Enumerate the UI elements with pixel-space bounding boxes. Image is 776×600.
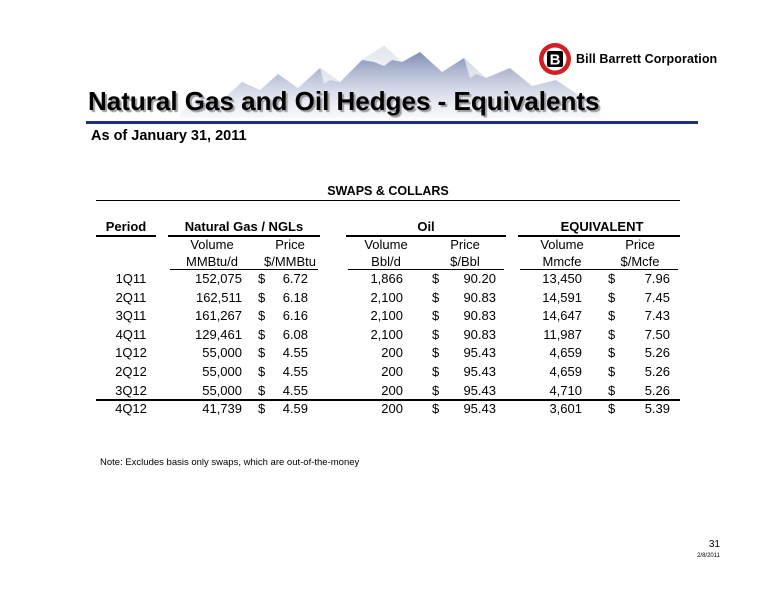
oil-volume-cell: 2,100: [370, 326, 403, 342]
period-underline: [96, 235, 156, 237]
title-rule: [86, 121, 698, 124]
oil-volume-cell: 2,100: [370, 289, 403, 305]
eq-price-cell: 5.26: [644, 345, 670, 361]
eq-price-cell: 7.96: [644, 271, 670, 286]
ng-price-unit: $/MMBtu: [263, 254, 316, 269]
eq-price-cell: 7.50: [644, 326, 670, 342]
ng-volume-header: Volume: [190, 237, 234, 252]
footnote: Note: Excludes basis only swaps, which are out-of-the-money: [100, 457, 360, 468]
oil-price-cell: 90.83: [463, 289, 496, 305]
currency-symbol: $: [258, 308, 266, 324]
ng-volume-cell: 55,000: [202, 363, 242, 379]
company-name: Bill Barrett Corporation: [576, 52, 718, 66]
currency-symbol: $: [608, 289, 616, 305]
currency-symbol: $: [608, 271, 616, 286]
ng-price-cell: 6.16: [282, 308, 308, 324]
ng-price-cell: 4.55: [282, 345, 308, 361]
footer-date: 2/8/2011: [697, 553, 720, 559]
currency-symbol: $: [432, 363, 440, 379]
ng-price-cell: 4.55: [282, 363, 308, 379]
currency-symbol: $: [432, 401, 440, 417]
currency-symbol: $: [258, 363, 266, 379]
oil-volume-cell: 1,866: [370, 271, 403, 286]
period-cell: 4Q11: [115, 326, 147, 342]
table-row: [0, 326, 776, 345]
ng-price-cell: 4.55: [282, 382, 308, 398]
eq-price-unit: $/Mcfe: [620, 254, 660, 269]
page-title: Natural Gas and Oil Hedges - Equivalents: [88, 86, 600, 116]
eq-price-cell: 5.39: [644, 401, 670, 417]
bill-barrett-logo-icon: [538, 42, 572, 76]
oil-price-cell: 95.43: [463, 345, 496, 361]
currency-symbol: $: [258, 289, 266, 305]
currency-symbol: $: [608, 308, 616, 324]
company-logo: [538, 42, 717, 76]
period-cell: 3Q12: [115, 382, 147, 398]
oil-price-cell: 90.83: [463, 308, 496, 324]
header-oil: Oil: [417, 219, 435, 234]
table-bottom-rule: [96, 399, 680, 401]
oil-price-cell: 90.20: [463, 271, 496, 286]
logo-letter: B: [549, 51, 561, 69]
table-top-rule: [96, 200, 680, 201]
currency-symbol: $: [258, 271, 266, 286]
period-cell: 4Q12: [115, 401, 147, 417]
oil-volume-cell: 200: [381, 382, 403, 398]
oil-price-cell: 90.83: [463, 326, 496, 342]
currency-symbol: $: [432, 308, 440, 324]
period-cell: 1Q12: [115, 345, 147, 361]
oil-price-header: Price: [450, 237, 480, 252]
currency-symbol: $: [608, 382, 616, 398]
oil-price-cell: 95.43: [463, 401, 496, 417]
eq-volume-unit: Mmcfe: [542, 254, 582, 269]
oil-volume-unit: Bbl/d: [371, 254, 401, 269]
eq-volume-cell: 4,710: [549, 382, 582, 398]
period-cell: 2Q12: [115, 363, 147, 379]
eq-volume-cell: 14,591: [542, 289, 582, 305]
oil-volume-cell: 200: [381, 363, 403, 379]
table-section-title: SWAPS & COLLARS: [327, 184, 449, 198]
eq-price-header: Price: [625, 237, 655, 252]
oil-price-unit: $/Bbl: [450, 254, 480, 269]
currency-symbol: $: [432, 326, 440, 342]
currency-symbol: $: [608, 345, 616, 361]
header-natural-gas: Natural Gas / NGLs: [184, 219, 304, 234]
currency-symbol: $: [258, 401, 266, 417]
ng-volume-cell: 129,461: [195, 326, 242, 342]
oil-price-cell: 95.43: [463, 363, 496, 379]
ng-volume-unit: MMBtu/d: [185, 254, 238, 269]
oil-volume-cell: 200: [381, 345, 403, 361]
page-subtitle: As of January 31, 2011: [91, 128, 247, 144]
eq-volume-cell: 13,450: [542, 271, 582, 286]
eq-volume-header: Volume: [540, 237, 584, 252]
table-body: [0, 270, 776, 419]
page-number: 31: [708, 539, 720, 550]
table-row: [0, 382, 776, 401]
period-cell: 1Q11: [115, 271, 147, 286]
currency-symbol: $: [432, 289, 440, 305]
ng-volume-cell: 162,511: [195, 289, 242, 305]
oil-volume-cell: 2,100: [370, 308, 403, 324]
eq-volume-cell: 3,601: [549, 401, 582, 417]
currency-symbol: $: [432, 345, 440, 361]
header-period: Period: [105, 219, 147, 234]
eq-price-cell: 7.45: [644, 289, 670, 305]
table-row: [0, 289, 776, 308]
ng-price-header: Price: [275, 237, 305, 252]
ng-price-cell: 6.18: [282, 289, 308, 305]
currency-symbol: $: [432, 271, 440, 286]
currency-symbol: $: [608, 363, 616, 379]
oil-volume-cell: 200: [381, 401, 403, 417]
ng-volume-cell: 55,000: [202, 345, 242, 361]
oil-price-cell: 95.43: [463, 382, 496, 398]
currency-symbol: $: [258, 382, 266, 398]
ng-volume-cell: 41,739: [202, 401, 242, 417]
ng-price-cell: 6.72: [282, 271, 308, 286]
ng-price-cell: 6.08: [282, 326, 308, 342]
ng-volume-cell: 161,267: [195, 308, 242, 324]
currency-symbol: $: [608, 401, 616, 417]
currency-symbol: $: [258, 345, 266, 361]
eq-price-cell: 5.26: [644, 363, 670, 379]
currency-symbol: $: [432, 382, 440, 398]
eq-price-cell: 5.26: [644, 382, 670, 398]
eq-volume-cell: 11,987: [543, 326, 582, 342]
currency-symbol: $: [608, 326, 616, 342]
table-row: [0, 344, 776, 363]
ng-price-cell: 4.59: [282, 401, 308, 417]
header-equivalent: EQUIVALENT: [560, 219, 644, 234]
table-row: [0, 400, 776, 419]
table-row: [0, 270, 776, 289]
eq-volume-cell: 4,659: [549, 363, 582, 379]
currency-symbol: $: [258, 326, 266, 342]
table-row: [0, 363, 776, 382]
period-cell: 3Q11: [115, 308, 147, 324]
ng-volume-cell: 152,075: [195, 271, 242, 286]
eq-volume-cell: 4,659: [549, 345, 582, 361]
period-cell: 2Q11: [115, 289, 147, 305]
ng-volume-cell: 55,000: [202, 382, 242, 398]
oil-volume-header: Volume: [364, 237, 408, 252]
eq-price-cell: 7.43: [644, 308, 670, 324]
eq-volume-cell: 14,647: [542, 308, 582, 324]
table-row: [0, 307, 776, 326]
